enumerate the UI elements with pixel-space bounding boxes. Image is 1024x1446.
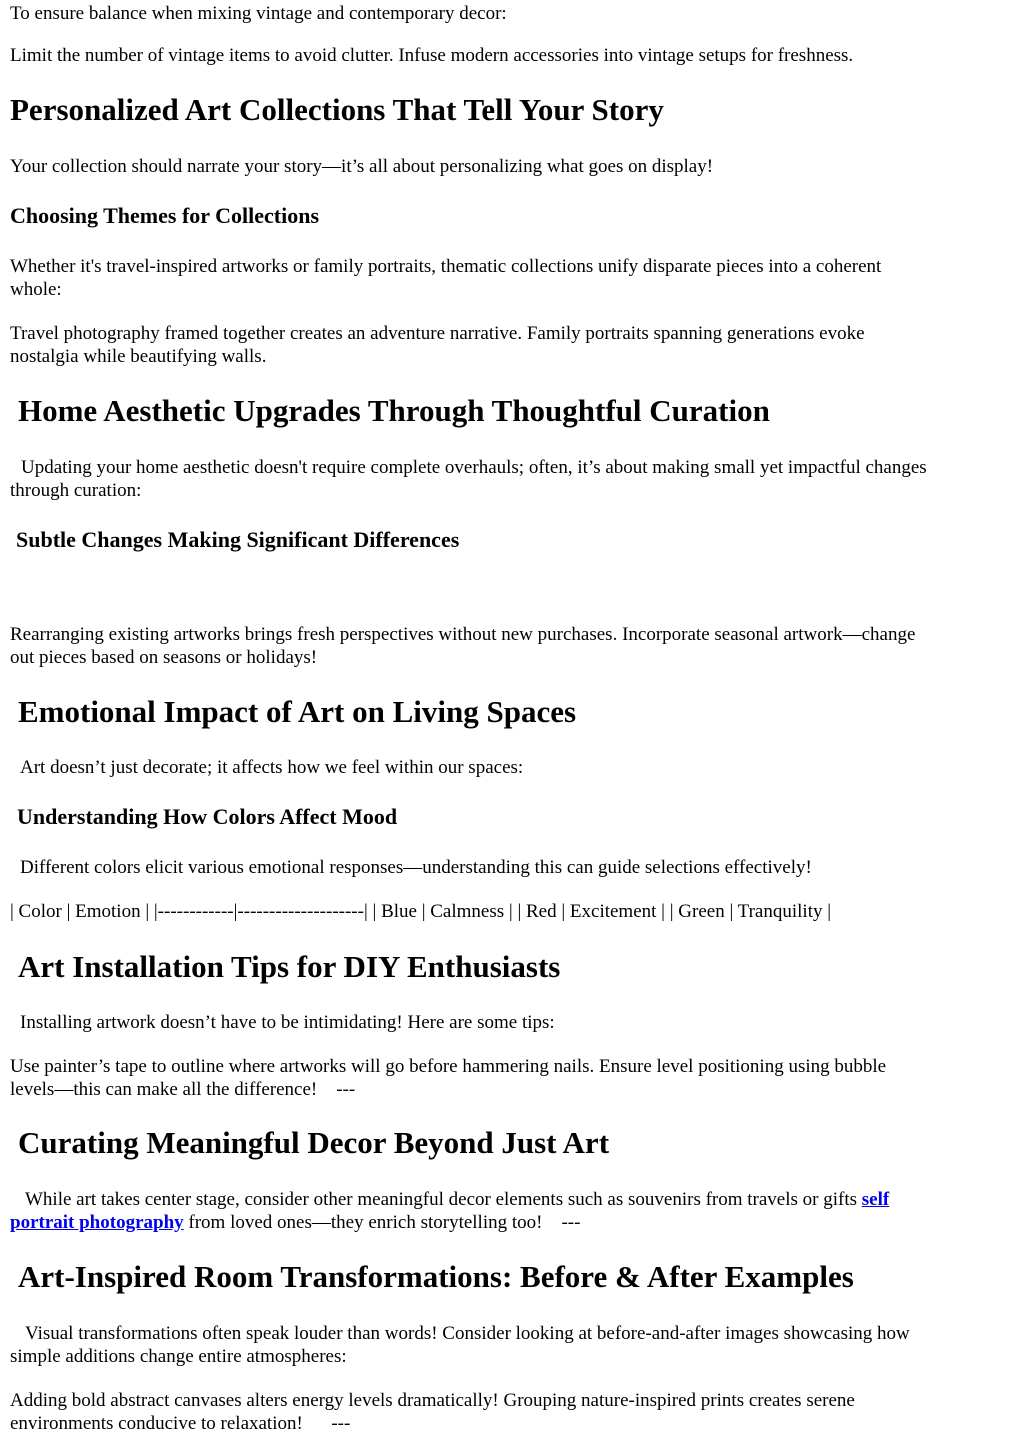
paragraph-transform-line1: Visual transformations often speak louder than words! Consider looking at before-and-after images showcasing how — [25, 1323, 910, 1344]
heading-choosing-themes: Choosing Themes for Collections — [10, 203, 320, 228]
self-portrait-link-part2[interactable]: portrait photography — [10, 1212, 184, 1233]
paragraph-themes-line1: Whether it's travel-inspired artworks or family portraits, thematic collections unify disparate pieces into a coherent — [10, 256, 882, 277]
paragraph-tape-line2: levels—this can make all the difference! --- — [10, 1079, 356, 1100]
heading-curating-decor: Curating Meaningful Decor Beyond Just Art — [18, 1125, 610, 1160]
heading-room-transformations: Art-Inspired Room Transformations: Before & After Examples — [18, 1259, 854, 1294]
heading-emotional-impact: Emotional Impact of Art on Living Spaces — [18, 694, 577, 729]
heading-home-aesthetic: Home Aesthetic Upgrades Through Thoughtful Curation — [18, 393, 770, 428]
heading-installation-tips: Art Installation Tips for DIY Enthusiasts — [18, 949, 561, 984]
paragraph-transform-line2: simple additions change entire atmospheres: — [10, 1346, 347, 1367]
intro-tips: Limit the number of vintage items to avoid clutter. Infuse modern accessories into vintage setups for freshness. — [10, 45, 854, 66]
paragraph-travel-line2: nostalgia while beautifying walls. — [10, 346, 267, 367]
paragraph-home-line1: Updating your home aesthetic doesn't require complete overhauls; often, it’s about making small yet impactful changes — [21, 457, 927, 478]
paragraph-installation: Installing artwork doesn’t have to be intimidating! Here are some tips: — [20, 1012, 555, 1033]
paragraph-bold-line2: environments conducive to relaxation! --- — [10, 1413, 351, 1434]
paragraph-colors: Different colors elicit various emotional responses—understanding this can guide selections effectively! — [20, 857, 812, 878]
paragraph-personalized: Your collection should narrate your story—it’s all about personalizing what goes on display! — [10, 156, 714, 177]
paragraph-bold-line1: Adding bold abstract canvases alters energy levels dramatically! Grouping nature-inspired prints creates serene — [10, 1390, 855, 1411]
paragraph-emotional: Art doesn’t just decorate; it affects how we feel within our spaces: — [20, 757, 524, 778]
color-emotion-table-text: | Color | Emotion | |------------|--------------------| | Blue | Calmness | | Red | Excitement | | Green | Tranquility | — [10, 901, 832, 922]
paragraph-tape-line1: Use painter’s tape to outline where artworks will go before hammering nails. Ensure level positioning using bubble — [10, 1056, 887, 1077]
paragraph-rearrange-line1: Rearranging existing artworks brings fresh perspectives without new purchases. Incorporate seasonal artwork—change — [10, 624, 916, 645]
paragraph-rearrange-line2: out pieces based on seasons or holidays! — [10, 647, 318, 668]
paragraph-home-line2: through curation: — [10, 480, 142, 501]
paragraph-curating-line2 — [10, 1211, 1010, 1234]
paragraph-curating-text: While art takes center stage, consider other meaningful decor elements such as souvenirs from travels or gifts — [25, 1189, 862, 1210]
self-portrait-link-part1[interactable]: self — [861, 1189, 890, 1210]
paragraph-curating-line1 — [25, 1188, 1024, 1211]
heading-colors-mood: Understanding How Colors Affect Mood — [17, 804, 398, 829]
paragraph-themes-line2: whole: — [10, 279, 62, 300]
intro-line: To ensure balance when mixing vintage and contemporary decor: — [10, 3, 507, 24]
heading-subtle-changes: Subtle Changes Making Significant Differences — [16, 527, 460, 552]
paragraph-curating-tail: from loved ones—they enrich storytelling too! --- — [183, 1212, 581, 1233]
heading-personalized-collections: Personalized Art Collections That Tell Your Story — [10, 92, 664, 127]
paragraph-travel-line1: Travel photography framed together creates an adventure narrative. Family portraits spanning generations evoke — [10, 323, 865, 344]
